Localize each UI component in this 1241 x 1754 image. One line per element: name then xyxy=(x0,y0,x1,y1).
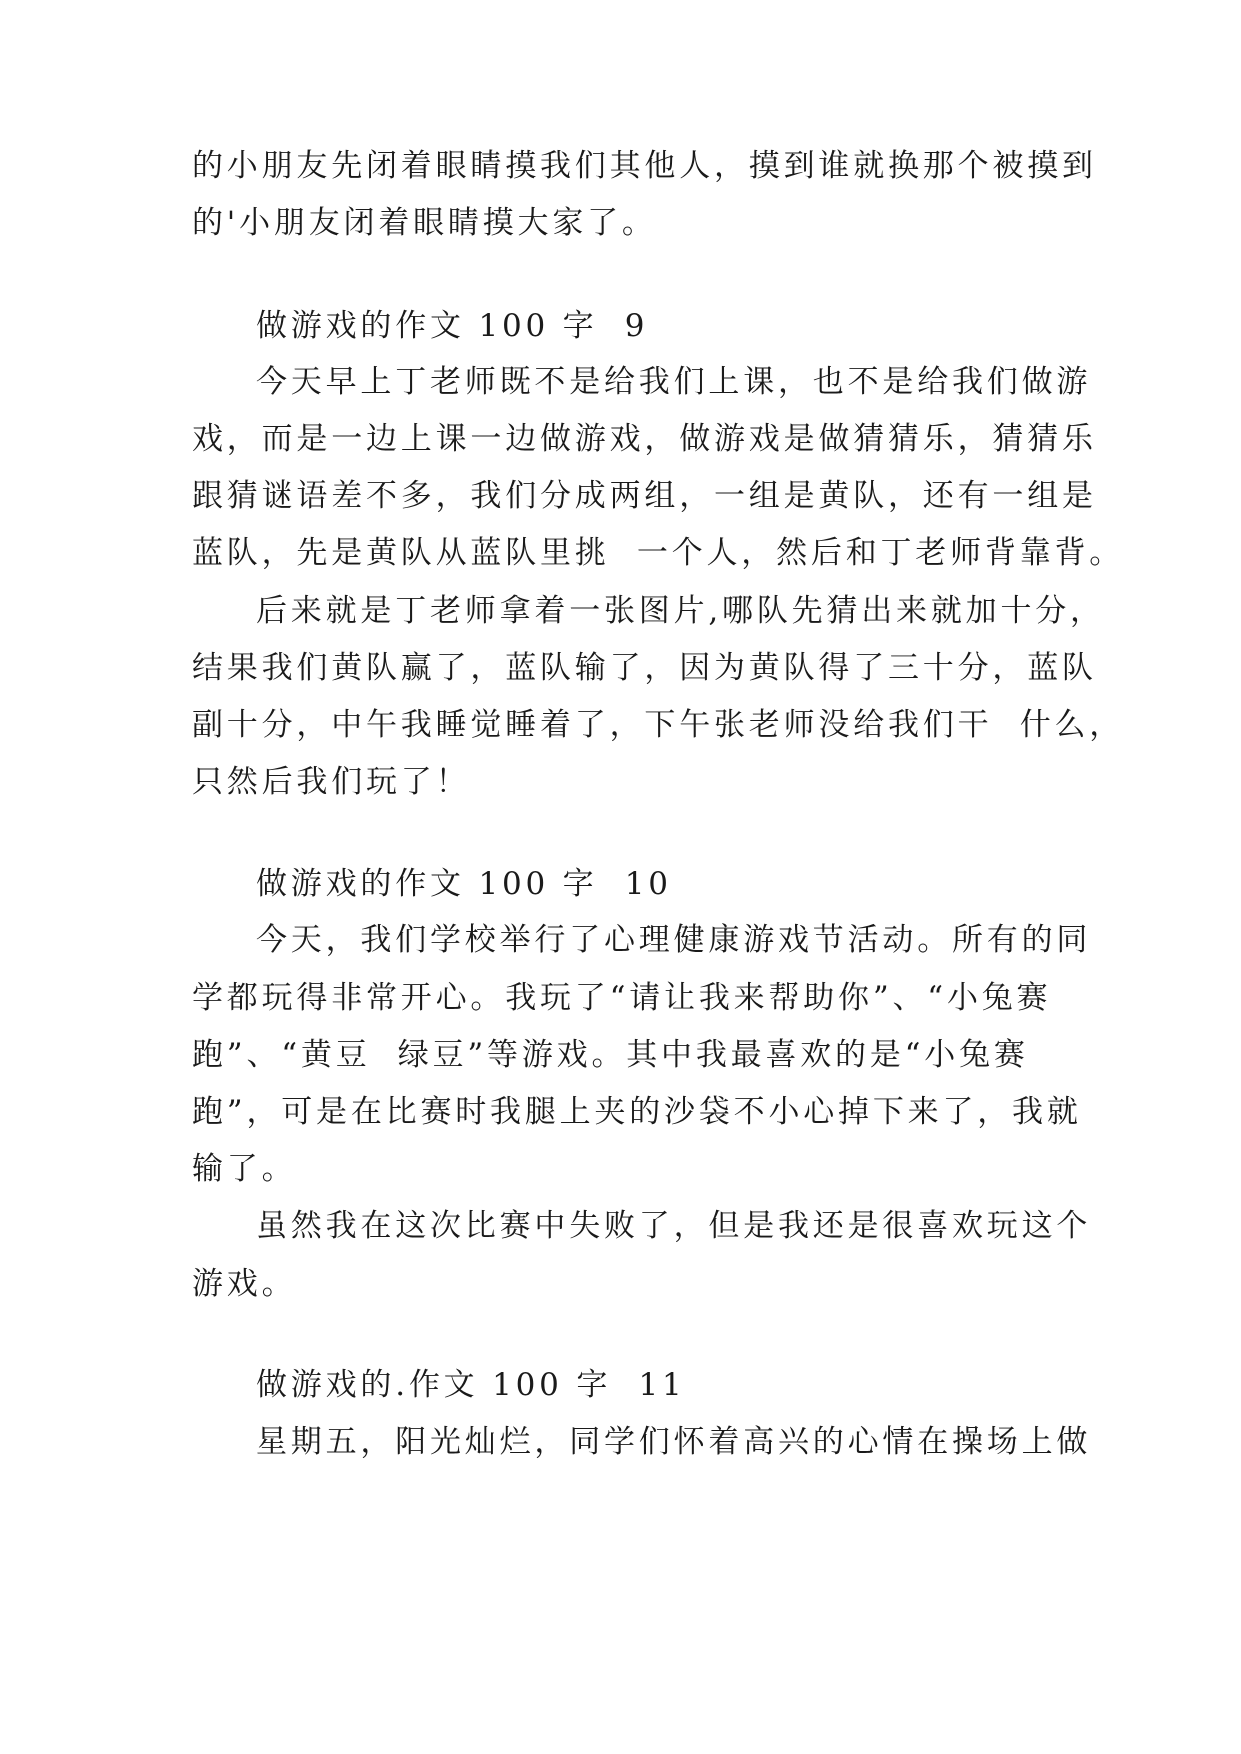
paragraph-line: 的'小朋友闭着眼睛摸大家了。 xyxy=(192,205,657,241)
paragraph-line: 只然后我们玩了！ xyxy=(192,764,471,800)
essay-heading: 做游戏的作文 100 字 9 xyxy=(256,308,649,344)
paragraph-line: 跑”、“黄豆 绿豆”等游戏。其中我最喜欢的是“小兔赛 xyxy=(192,1037,1029,1073)
paragraph-line: 学都玩得非常开心。我玩了“请让我来帮助你”、“小兔赛 xyxy=(192,980,1052,1016)
paragraph-line: 虽然我在这次比赛中失败了，但是我还是很喜欢玩这个 xyxy=(256,1208,1092,1244)
paragraph-line: 副十分，中午我睡觉睡着了，下午张老师没给我们干 什么， xyxy=(192,707,1125,743)
paragraph-line: 星期五，阳光灿烂，同学们怀着高兴的心情在操场上做 xyxy=(256,1424,1092,1460)
paragraph-line: 输了。 xyxy=(192,1151,297,1187)
paragraph-line: 戏，而是一边上课一边做游戏，做游戏是做猜猜乐，猜猜乐 xyxy=(192,421,1097,457)
paragraph-line: 今天，我们学校举行了心理健康游戏节活动。所有的同 xyxy=(256,922,1092,958)
paragraph-line: 今天早上丁老师既不是给我们上课，也不是给我们做游 xyxy=(256,364,1092,400)
paragraph-line: 跟猜谜语差不多，我们分成两组，一组是黄队，还有一组是 xyxy=(192,478,1097,514)
paragraph-line: 的小朋友先闭着眼睛摸我们其他人，摸到谁就换那个被摸到 xyxy=(192,148,1097,184)
paragraph-line: 跑”，可是在比赛时我腿上夹的沙袋不小心掉下来了，我就 xyxy=(192,1094,1082,1130)
paragraph-line: 后来就是丁老师拿着一张图片,哪队先猜出来就加十分， xyxy=(256,593,1105,629)
essay-heading: 做游戏的作文 100 字 10 xyxy=(256,866,672,902)
essay-heading: 做游戏的.作文 100 字 11 xyxy=(256,1367,686,1403)
paragraph-line: 蓝队，先是黄队从蓝队里挑 一个人，然后和丁老师背靠背。 xyxy=(192,535,1125,571)
paragraph-line: 游戏。 xyxy=(192,1266,297,1302)
paragraph-line: 结果我们黄队赢了，蓝队输了，因为黄队得了三十分，蓝队 xyxy=(192,650,1097,686)
